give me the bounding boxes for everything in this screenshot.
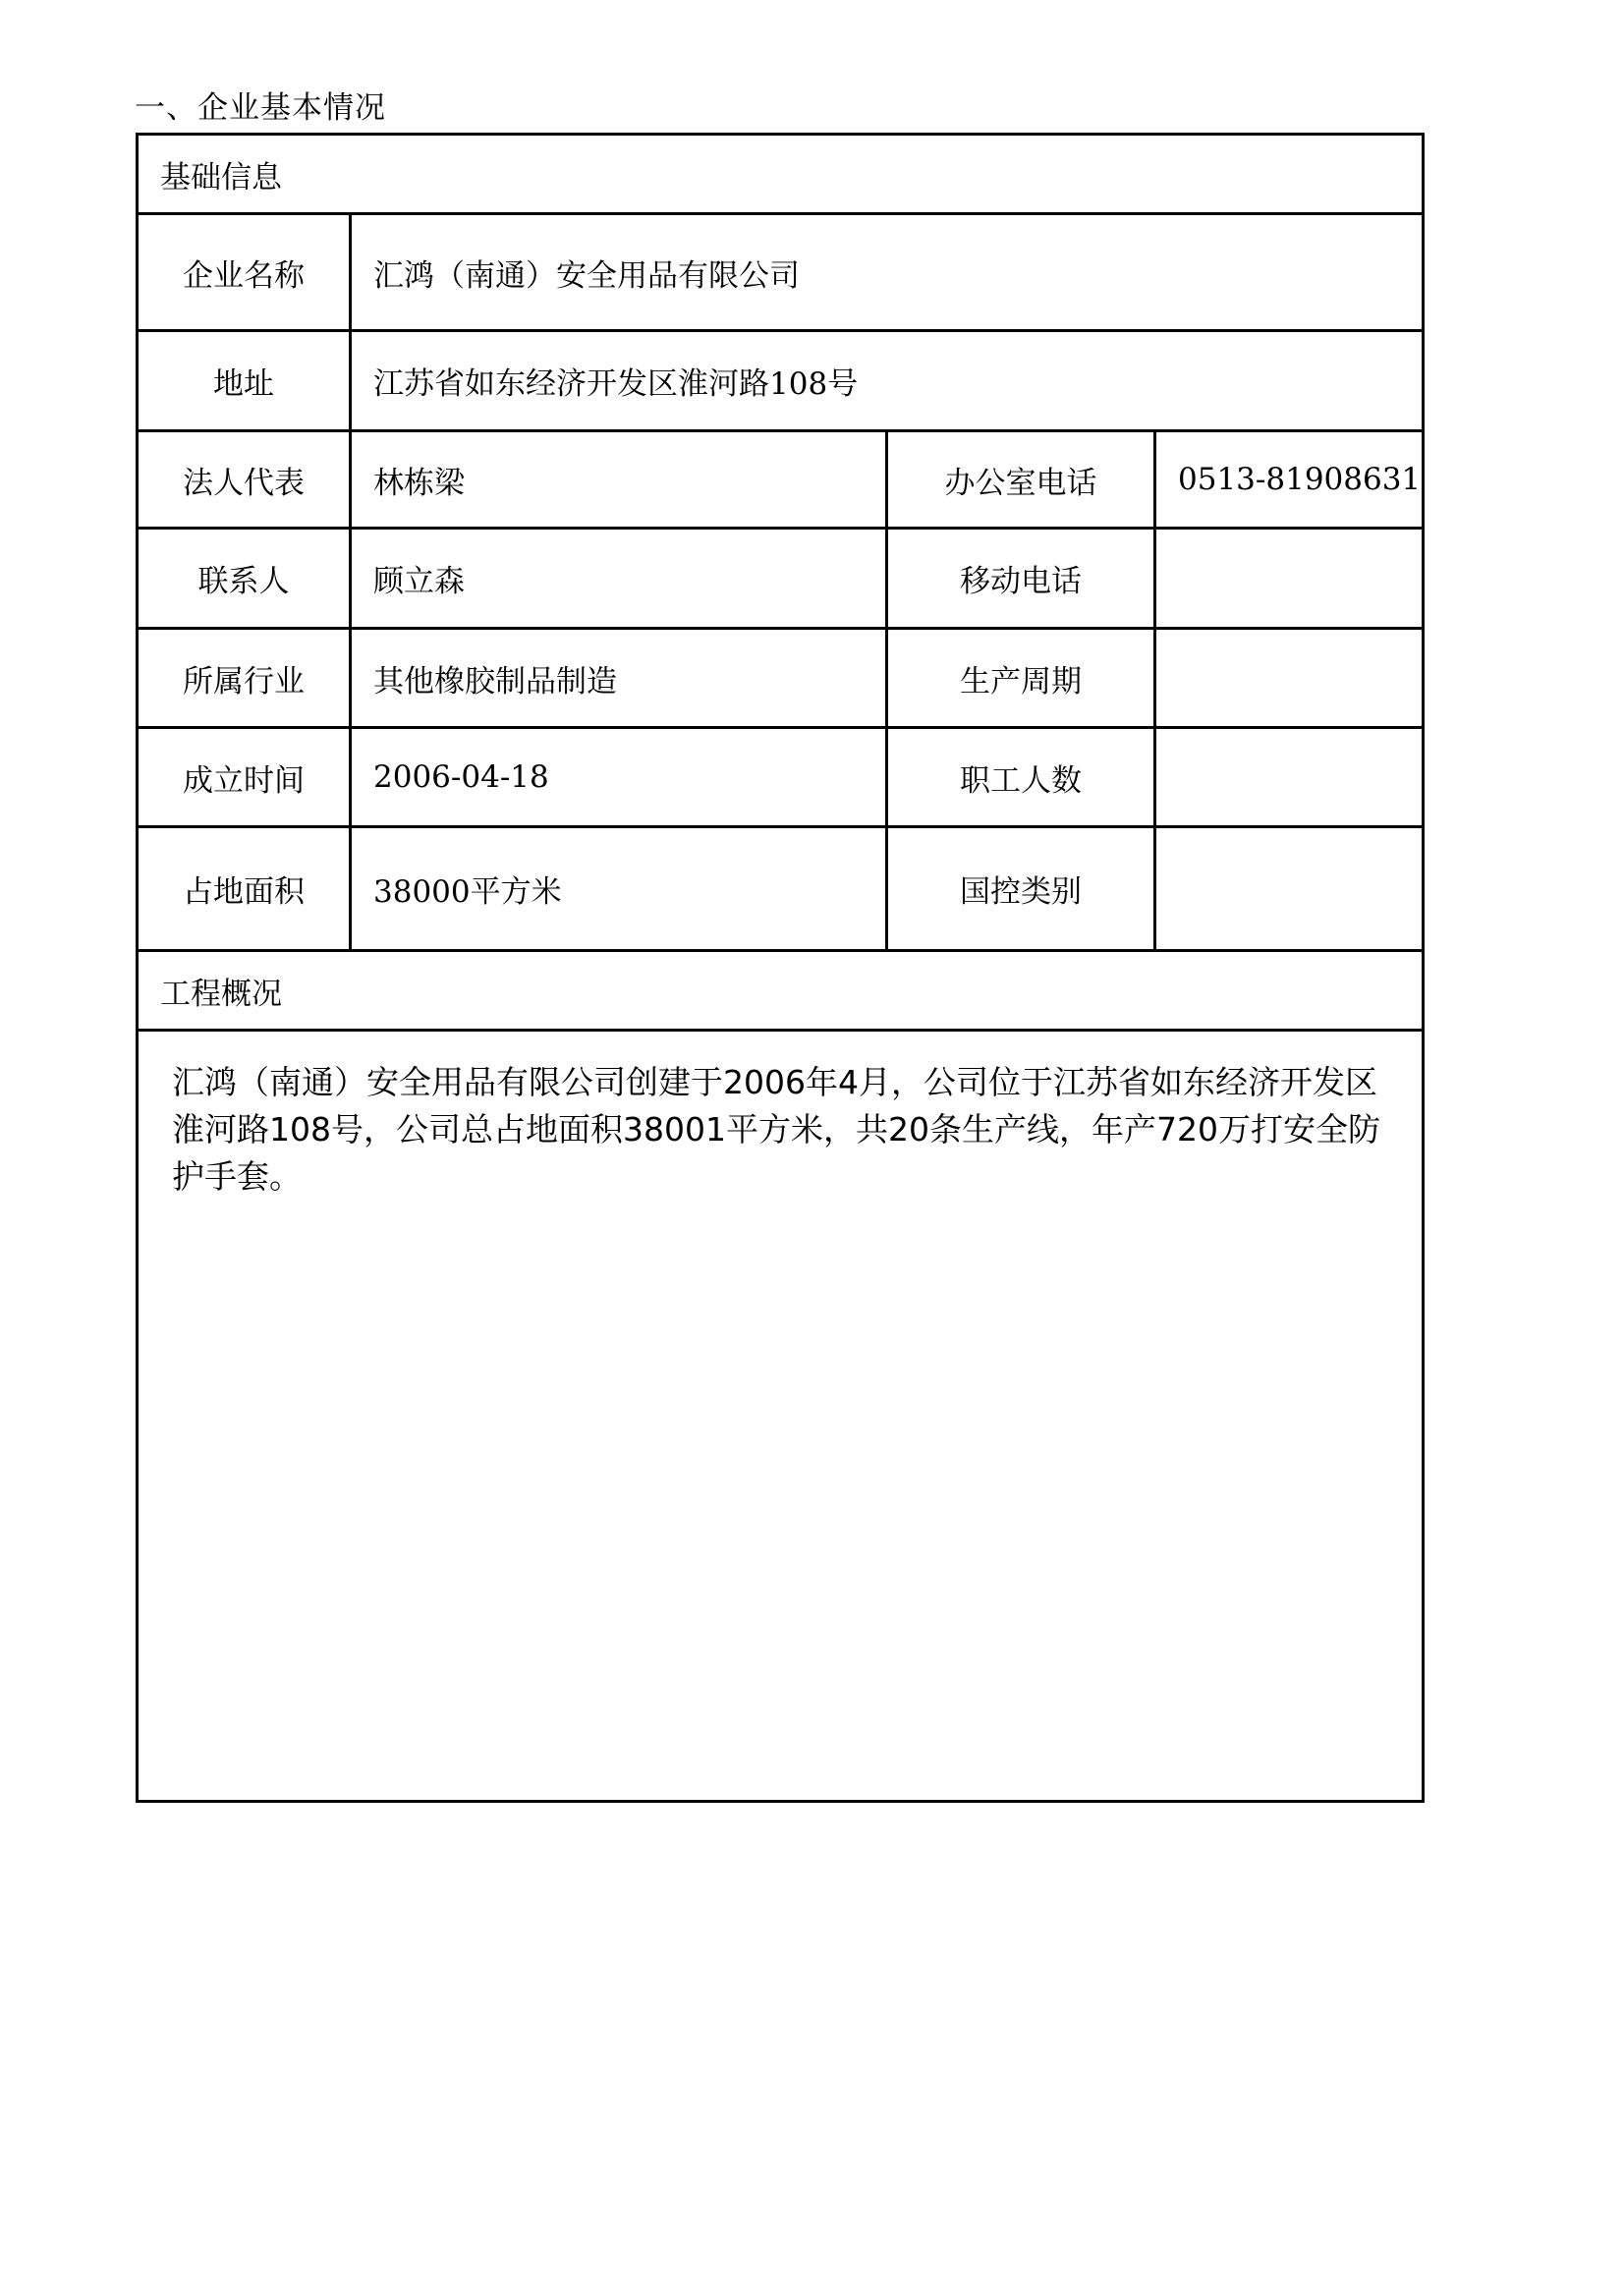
area-label: 占地面积 — [138, 827, 351, 951]
address-row — [138, 331, 1424, 431]
production-cycle-label: 生产周期 — [887, 629, 1155, 728]
address-value: 江苏省如东经济开发区淮河路108号 — [351, 331, 1424, 431]
founded-label: 成立时间 — [138, 728, 351, 827]
production-cycle-value — [1155, 629, 1424, 728]
overview-text: 汇鸿（南通）安全用品有限公司创建于2006年4月，公司位于江苏省如东经济开发区淮河路108号，公司总占地面积38001平方米，共20条生产线，年产720万打安全防护手套。 — [138, 1031, 1424, 1802]
contact-row — [138, 529, 1424, 629]
founded-value: 2006-04-18 — [351, 728, 887, 827]
employees-value — [1155, 728, 1424, 827]
company-name-row — [138, 214, 1424, 331]
control-category-label: 国控类别 — [887, 827, 1155, 951]
overview-header-row — [138, 951, 1424, 1031]
company-name-label: 企业名称 — [138, 214, 351, 331]
section-title: 一、企业基本情况 — [135, 90, 386, 126]
industry-label: 所属行业 — [138, 629, 351, 728]
industry-value: 其他橡胶制品制造 — [351, 629, 887, 728]
contact-label: 联系人 — [138, 529, 351, 629]
enterprise-info-table — [136, 133, 1425, 1803]
industry-row — [138, 629, 1424, 728]
contact-value: 顾立森 — [351, 529, 887, 629]
overview-header: 工程概况 — [138, 951, 1424, 1031]
basic-info-header: 基础信息 — [138, 135, 1424, 214]
office-phone-label: 办公室电话 — [887, 431, 1155, 529]
company-name-value: 汇鸿（南通）安全用品有限公司 — [351, 214, 1424, 331]
address-label: 地址 — [138, 331, 351, 431]
area-value: 38000平方米 — [351, 827, 887, 951]
legal-rep-label: 法人代表 — [138, 431, 351, 529]
area-row — [138, 827, 1424, 951]
employees-label: 职工人数 — [887, 728, 1155, 827]
mobile-phone-value — [1155, 529, 1424, 629]
office-phone-value: 0513-81908631 — [1155, 431, 1424, 529]
basic-info-header-row — [138, 135, 1424, 214]
legal-rep-value: 林栋梁 — [351, 431, 887, 529]
mobile-phone-label: 移动电话 — [887, 529, 1155, 629]
control-category-value — [1155, 827, 1424, 951]
founded-row — [138, 728, 1424, 827]
legal-rep-row — [138, 431, 1424, 529]
overview-body-row — [138, 1031, 1424, 1802]
